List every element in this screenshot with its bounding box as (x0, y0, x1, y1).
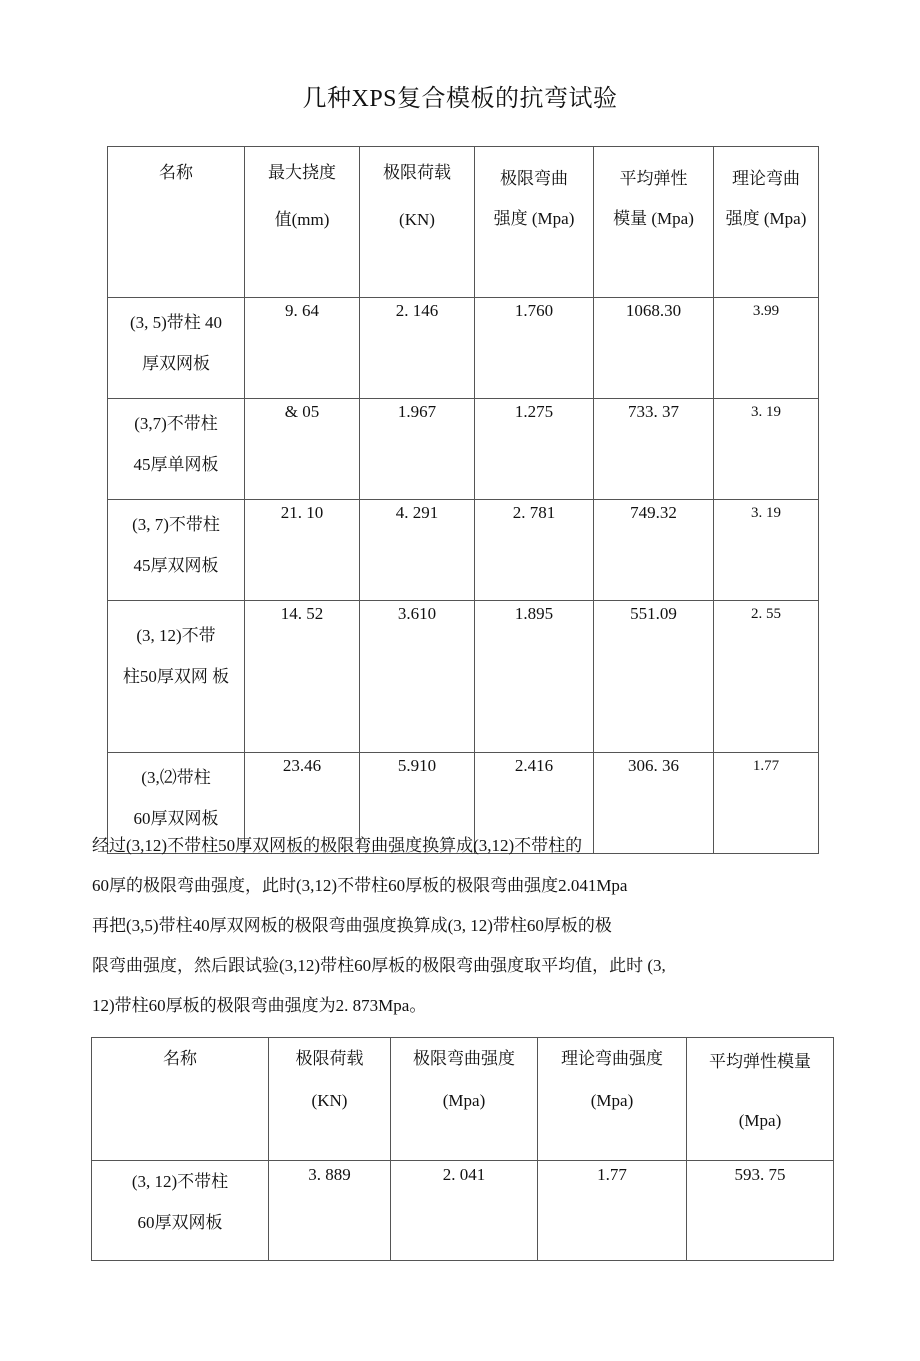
row-name-line: (3, 7)不带柱 (132, 515, 220, 534)
header-line: 理论弯曲 (732, 169, 800, 188)
cell-theory: 2. 55 (714, 601, 819, 753)
cell-theory: 3. 19 (714, 399, 819, 500)
cell-strength: 1.275 (475, 399, 594, 500)
cell-theory: 3.99 (714, 298, 819, 399)
header-average-modulus (594, 147, 714, 298)
cell-modulus: 306. 36 (594, 753, 714, 854)
row-name-line: (3, 12)不带柱 (131, 1172, 229, 1191)
table-header-row (108, 147, 819, 298)
cell-deflection: 21. 10 (245, 500, 360, 601)
header-line: (Mpa) (738, 1111, 782, 1130)
cell-load: 5.910 (360, 753, 475, 854)
cell-modulus: 593. 75 (687, 1161, 834, 1261)
cell-modulus: 749.32 (594, 500, 714, 601)
paragraph-line: 经过(3,12)不带柱50厚双网板的极限弯曲强度换算成(3,12)不带柱的 (92, 836, 583, 855)
table-row (108, 298, 819, 399)
cell-load: 3. 889 (269, 1161, 391, 1261)
cell-modulus: 1068.30 (594, 298, 714, 399)
cell-theory: 3. 19 (714, 500, 819, 601)
cell-strength: 2. 781 (475, 500, 594, 601)
document-title: 几种XPS复合模板的抗弯试验 (302, 86, 618, 112)
header-line: 强度 (Mpa) (725, 209, 807, 228)
cell-strength: 1.895 (475, 601, 594, 753)
header-ultimate-strength (391, 1038, 538, 1161)
cell-deflection: 23.46 (245, 753, 360, 854)
header-line: 最大挠度 (268, 163, 336, 182)
cell-deflection: 14. 52 (245, 601, 360, 753)
cell-deflection: & 05 (245, 399, 360, 500)
cell-strength: 1.760 (475, 298, 594, 399)
header-line: 极限弯曲 (500, 169, 568, 188)
header-line: 极限荷载 (295, 1049, 364, 1068)
cell-load: 4. 291 (360, 500, 475, 601)
header-ultimate-load (269, 1038, 391, 1161)
header-line: 名称 (159, 163, 193, 182)
table-row (92, 1161, 834, 1261)
conversion-paragraph (92, 826, 792, 1026)
header-name (108, 147, 245, 298)
cell-theory: 1.77 (538, 1161, 687, 1261)
paragraph-line: 12)带柱60厚板的极限弯曲强度为2. 873Mpa。 (92, 996, 427, 1015)
table-row (108, 399, 819, 500)
header-line: 平均弹性模量 (709, 1052, 811, 1071)
header-line: 理论弯曲强度 (561, 1049, 663, 1068)
table-row (108, 601, 819, 753)
row-name-line: 45厚双网板 (133, 556, 219, 575)
header-line: (KN) (311, 1091, 348, 1110)
header-line: 模量 (Mpa) (613, 209, 694, 228)
cell-load: 2. 146 (360, 298, 475, 399)
table-row (108, 500, 819, 601)
header-line: 名称 (163, 1049, 197, 1068)
paragraph-line: 限弯曲强度，然后跟试验(3,12)带柱60厚板的极限弯曲强度取平均值，此时 (3, (92, 956, 666, 975)
row-name-line: (3,⑵带柱 (141, 768, 211, 787)
header-average-modulus (687, 1038, 834, 1161)
cell-load: 3.610 (360, 601, 475, 753)
paragraph-line: 60厚的极限弯曲强度，此时(3,12)不带柱60厚板的极限弯曲强度2.041Mpa (92, 876, 628, 895)
header-max-deflection (245, 147, 360, 298)
header-line: (Mpa) (442, 1091, 486, 1110)
header-name (92, 1038, 269, 1161)
header-line: 值(mm) (274, 210, 330, 229)
row-name (108, 601, 245, 753)
cell-strength: 2.416 (475, 753, 594, 854)
header-line: 平均弹性 (619, 169, 688, 188)
row-name (108, 298, 245, 399)
header-theory-strength (538, 1038, 687, 1161)
row-name (108, 500, 245, 601)
header-ultimate-strength (475, 147, 594, 298)
header-ultimate-load (360, 147, 475, 298)
row-name (108, 399, 245, 500)
row-name-line: 厚双网板 (142, 354, 210, 373)
row-name-line: 45厚单网板 (133, 455, 219, 474)
row-name-line: (3,7)不带柱 (134, 414, 218, 433)
header-line: (Mpa) (590, 1091, 634, 1110)
paragraph-line: 再把(3,5)带柱40厚双网板的极限弯曲强度换算成(3, 12)带柱60厚板的极 (92, 916, 612, 935)
cell-modulus: 551.09 (594, 601, 714, 753)
header-line: 极限荷载 (383, 163, 451, 182)
row-name-line: (3, 5)带柱 40 (129, 313, 223, 332)
row-name-line: 60厚双网板 (133, 809, 219, 828)
row-name-line: 柱50厚双网 板 (122, 667, 230, 686)
row-name (92, 1161, 269, 1261)
row-name-line: (3, 12)不带 (136, 626, 216, 645)
cell-deflection: 9. 64 (245, 298, 360, 399)
header-line: 强度 (Mpa) (493, 209, 575, 228)
converted-result-table (91, 1037, 834, 1261)
cell-theory: 1.77 (714, 753, 819, 854)
cell-load: 1.967 (360, 399, 475, 500)
table-header-row (92, 1038, 834, 1161)
header-line: (KN) (399, 210, 435, 229)
bending-test-table (107, 146, 819, 854)
header-theory-strength (714, 147, 819, 298)
cell-strength: 2. 041 (391, 1161, 538, 1261)
row-name-line: 60厚双网板 (137, 1213, 223, 1232)
cell-modulus: 733. 37 (594, 399, 714, 500)
header-line: 极限弯曲强度 (413, 1049, 515, 1068)
